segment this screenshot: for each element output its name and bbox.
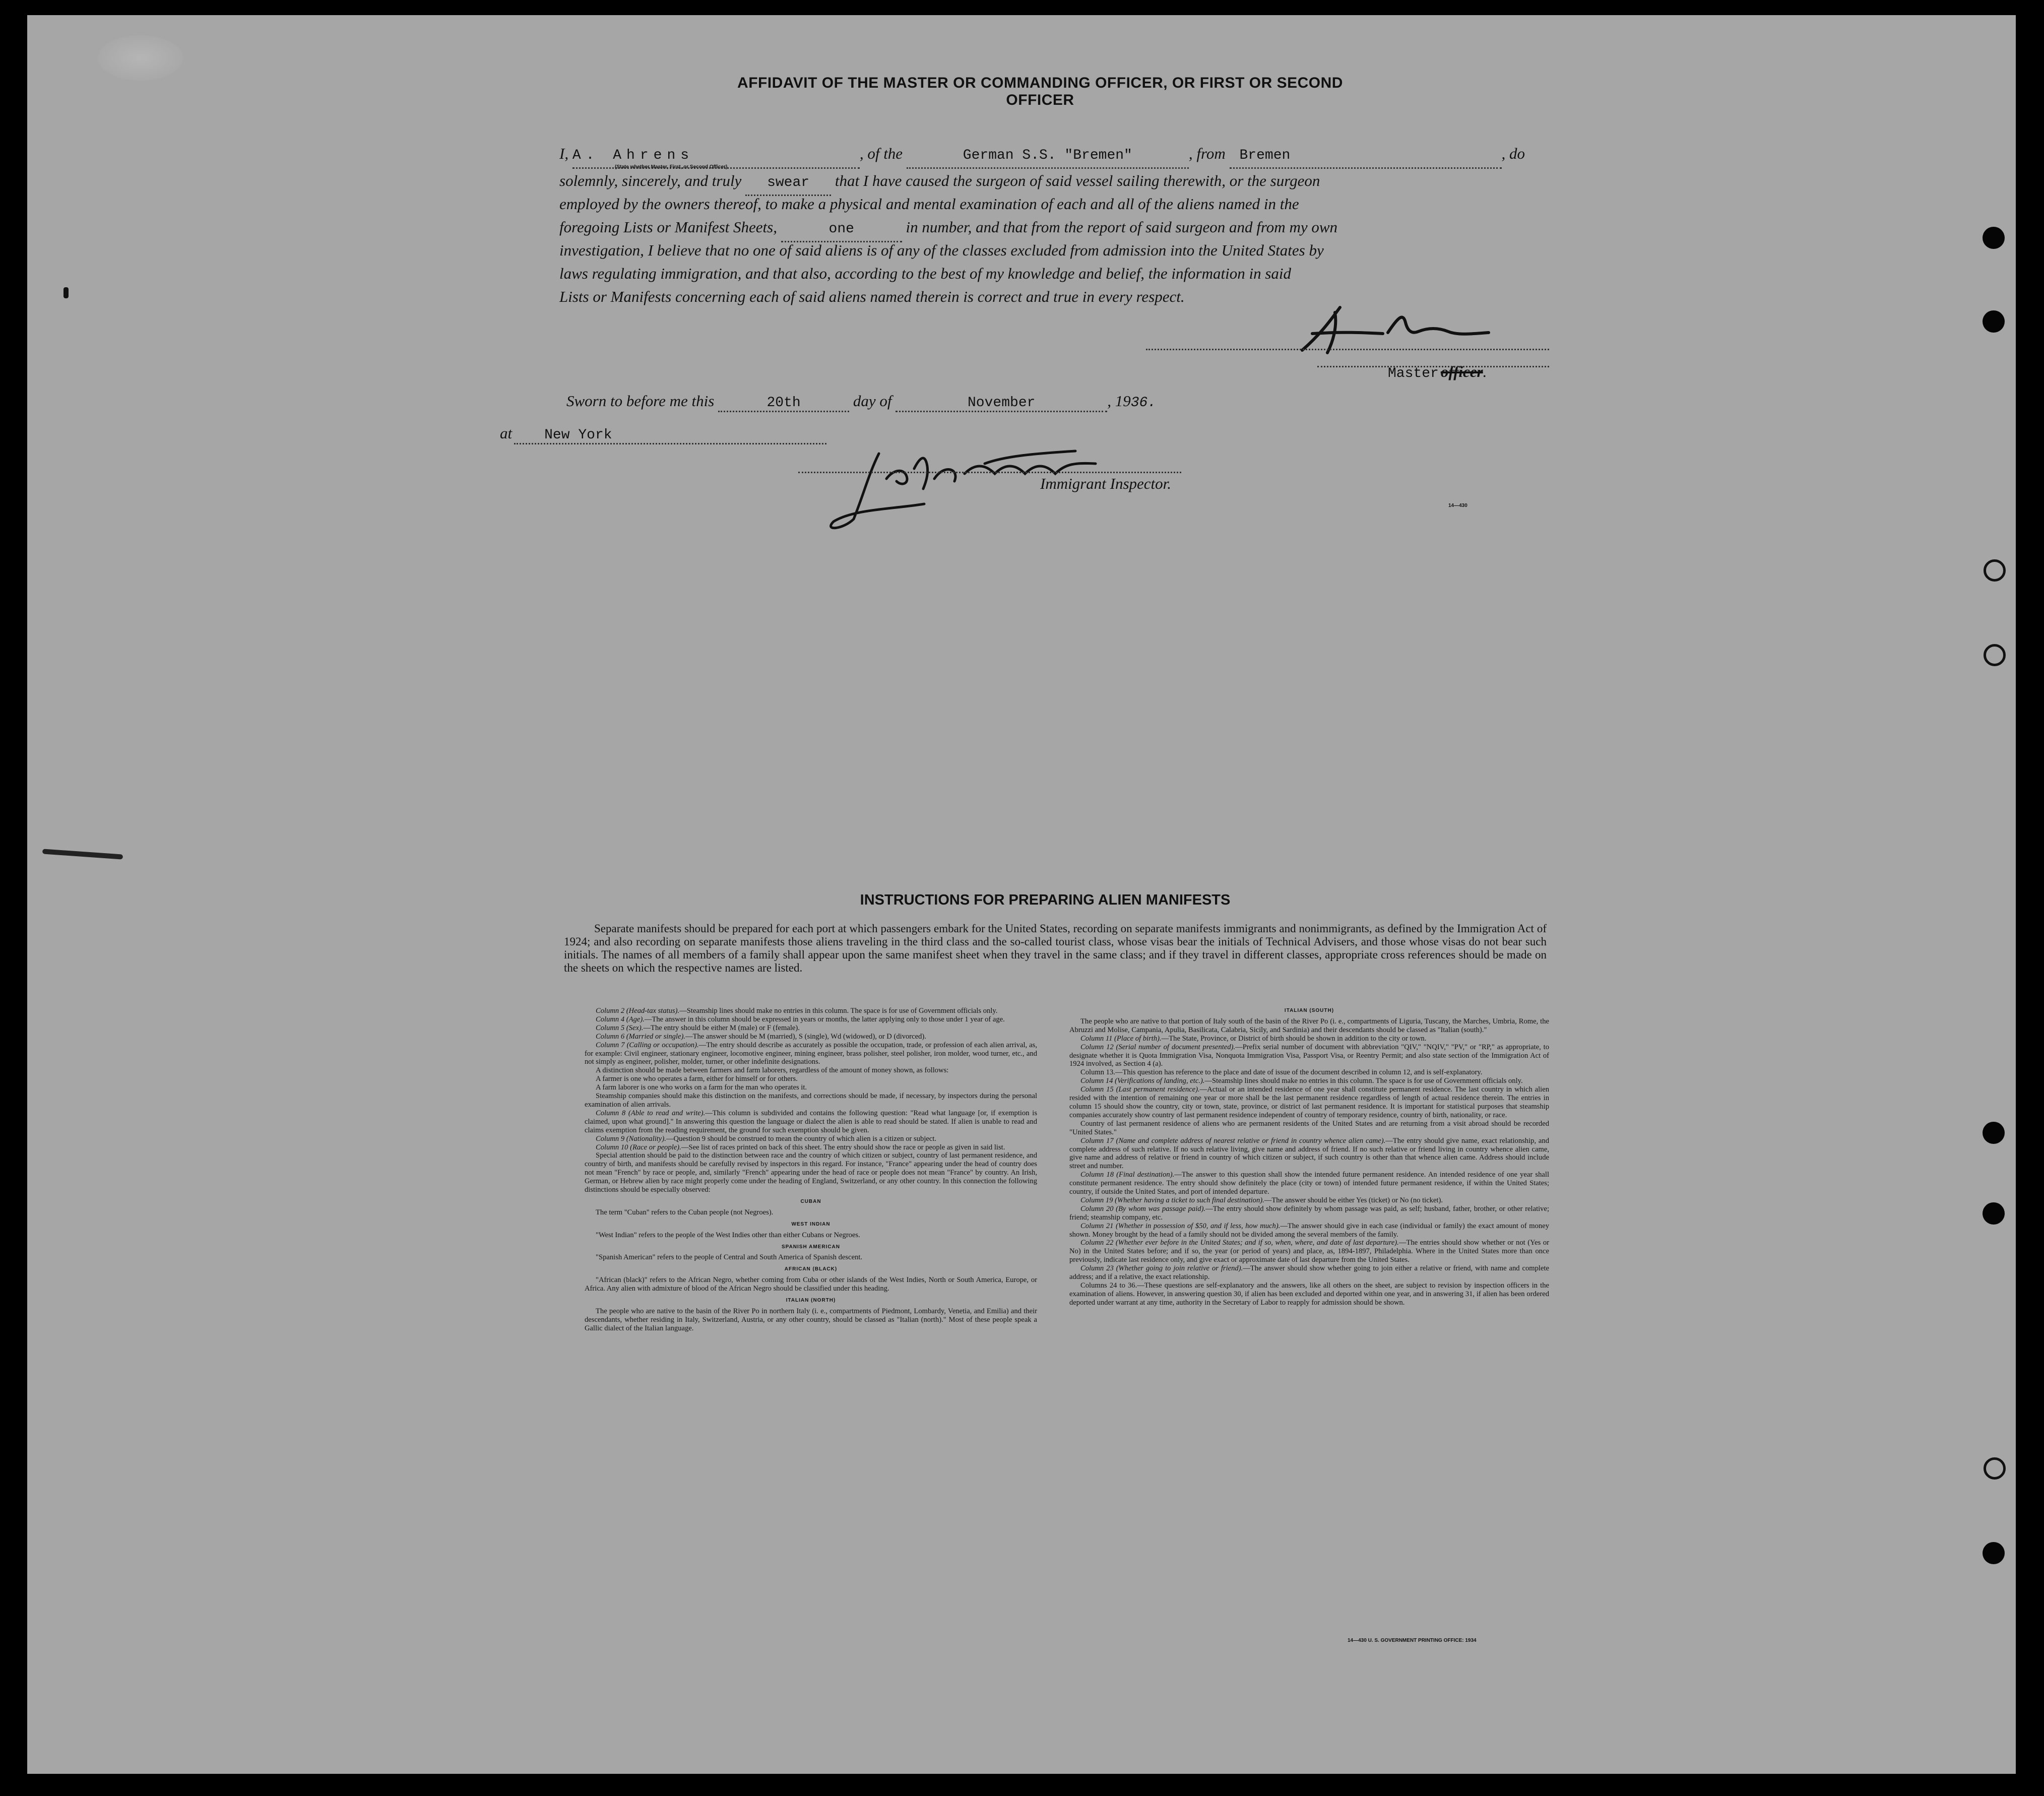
at-line: at New York	[500, 424, 826, 444]
affidavit-line-5: investigation, I believe that no one of said aliens is of any of the classes excluded from admission into the United States by	[559, 241, 1324, 259]
year-field: 36.	[1130, 395, 1157, 411]
instructions-left-column	[585, 1007, 1037, 1333]
col7-paragraph: Column 7 (Calling or occupation).—The entry should describe as accurately as possible the occupation, trade, or profession of each alien arrival, as, for example: Civil engineer, stationary engineer, locomotive engineer, mining engineer, brass polisher, steel polisher, iron molder, wood turner, etc., and not simply as engineer, polisher, molder, turner, or other indefinite designations.	[585, 1041, 1037, 1066]
farmer-paragraph: A farm laborer is one who works on a farm for the man who operates it.	[596, 1083, 807, 1092]
ink-dot	[63, 287, 69, 298]
col21-paragraph: Column 21 (Whether in possession of $50, and if less, how much).—The answer should give in each case (individual or family) the exact amount of money shown. Money brought by the head of a family should not be divided among the several members of the family.	[1069, 1222, 1549, 1239]
spanish-american-paragraph: "Spanish American" refers to the people of Central and South America of Spanish descent.	[596, 1253, 863, 1262]
oath-field: swear	[745, 171, 831, 196]
punch-hole	[1984, 559, 2006, 582]
rank-note: (State whether Master, First, or Second Officer)	[615, 164, 728, 170]
italian-north-heading: ITALIAN (NORTH)	[786, 1298, 836, 1304]
col11-paragraph: Column 11 (Place of birth).—The State, Province, or District of birth should be shown in addition to the city or town.	[1080, 1034, 1427, 1043]
affidavit-line-7: Lists or Manifests concerning each of said aliens named therein is correct and true in every respect.	[559, 288, 1185, 305]
form-number: 14—430	[1448, 503, 1467, 508]
col6-paragraph: Column 6 (Married or single).—The answer should be M (married), S (single), Wd (widowed), or D (divorced).	[596, 1032, 926, 1041]
punch-hole	[1984, 644, 2006, 666]
col24-36-paragraph: Columns 24 to 36.—These questions are self-explanatory and the answers, like all others on the sheet, are subject to revision by inspection officers in the examination of aliens. However, in answering question 30, if alien has been excluded and deported within one year, and in answering 31, if alien has been ordered deported under warrant at any time, authority in the Secretary of Labor to reapply for admission should be shown.	[1069, 1281, 1549, 1307]
affidavit-line-2: solemnly, sincerely, and truly swear that I have caused the surgeon of said vessel sailing therewith, or the surgeon	[559, 169, 1552, 196]
punch-hole	[1983, 1122, 2005, 1144]
punch-hole	[1983, 1202, 2005, 1225]
affidavit-line-6: laws regulating immigration, and that also, according to the best of my knowledge and belief, the information in said	[559, 265, 1292, 282]
african-heading: AFRICAN (BLACK)	[784, 1266, 838, 1272]
embossed-seal	[98, 35, 183, 81]
affidavit-line-1: I, A. Ahrens , of the German S.S. "Bremen" , from Bremen , do	[559, 142, 1552, 169]
affidavit-title: AFFIDAVIT OF THE MASTER OR COMMANDING OFFICER, OR FIRST OR SECOND OFFICER	[737, 75, 1343, 108]
ink-stroke	[42, 849, 123, 859]
col15-paragraph: Column 15 (Last permanent residence).—Actual or an intended residence of one year shall constitute permanent residence. The last country in which alien resided with the intention of remaining one year or more shall be the last permanent residence regardless of length of actual residence therein. The entries in column 15 should show the country, city or town, state, province, or district of last permanent residence. It is important for statistical purposes that steamship companies accurately show country of last permanent residence independent of country of temporary residence, country of birth, nationality, or race.	[1069, 1085, 1549, 1119]
col10-paragraph: Column 10 (Race or people).—See list of races printed on back of this sheet. The entry should show the race or people as given in said list.	[596, 1143, 1005, 1151]
place-field: New York	[514, 427, 826, 444]
day-field: 20th	[718, 395, 849, 412]
farmer-paragraph: A farmer is one who operates a farm, either for himself or for others.	[596, 1075, 798, 1083]
spanish-american-heading: SPANISH AMERICAN	[781, 1244, 840, 1250]
instructions-right-column	[1069, 1007, 1549, 1307]
italian-south-paragraph: The people who are native to that portion of Italy south of the basin of the River Po (i. e., compartments of Liguria, Tuscany, the Marches, Umbria, Rome, the Abruzzi and Molise, Campania, Apulia, Basilicata, Calabria, Sicily, and Sardinia) and their descendants should be classed as "Italian (south)."	[1069, 1017, 1549, 1034]
master-signature-line	[1146, 349, 1549, 350]
special-paragraph: Special attention should be paid to the distinction between race and the country of which citizen or subject, country of last permanent residence, and country of birth, and manifests should be carefully revised by inspectors in this regard. For instance, "France" appearing under the head of country does not mean "French" by race or people, and, similarly "French" appearing under the head of race or people does not mean "France" by country. An Irish, German, or Hebrew alien by race might properly come under the heading of England, Switzerland, or any other country. In this connection the following distinctions should be especially observed:	[585, 1151, 1037, 1194]
col2-paragraph: Column 2 (Head-tax status).—Steamship lines should make no entries in this column. The space is for use of Government officials only.	[596, 1007, 998, 1015]
inspector-label: Immigrant Inspector.	[1040, 475, 1172, 492]
cuban-heading: CUBAN	[800, 1198, 821, 1204]
west-indian-paragraph: "West Indian" refers to the people of the West Indies other than either Cubans or Negroes.	[596, 1231, 860, 1239]
ship-field: German S.S. "Bremen"	[907, 144, 1189, 169]
col22-paragraph: Column 22 (Whether ever before in the United States; and if so, when, where, and date of last departure).—The entries should show whether or not (Yes or No) in the United States before; and if so, the year (or period of years) and place, as, 1894-1897, Philadelphia. Where in the United States more than once previously, indicate last residence only, and give exact or approximate date of last departure from the United States.	[1069, 1239, 1549, 1264]
rank-field: Master officer.	[1388, 363, 1487, 381]
col5-paragraph: Column 5 (Sex).—The entry should be either M (male) or F (female).	[596, 1023, 800, 1032]
affidavit-line-3: employed by the owners thereof, to make a physical and mental examination of each and all of the aliens named in the	[559, 195, 1299, 213]
manifest-sheet	[27, 15, 2016, 1774]
col12-paragraph: Column 12 (Serial number of document presented).—Prefix serial number of document with abbreviation "QIV," "NQIV," "PV," or "RP," as appropriate, to designate whether it is Quota Immigration Visa, Nonquota Immigration Visa, Passport Visa, or Reentry Permit; and also state section of the Immigration Act of 1924 involved, as Section 4 (a).	[1069, 1043, 1549, 1068]
col19-paragraph: Column 19 (Whether having a ticket to such final destination).—The answer should be either Yes (ticket) or No (no ticket).	[1080, 1196, 1443, 1204]
col20-paragraph: Column 20 (By whom was passage paid).—The entry should show definitely by whom passage was paid, as self; husband, father, brother, or other relative; friend; steamship company, etc.	[1069, 1204, 1550, 1222]
printer-imprint: 14—430 U. S. GOVERNMENT PRINTING OFFICE: 1934	[1348, 1638, 1477, 1643]
col4-paragraph: Column 4 (Age).—The answer in this column should be expressed in years or months, the latter applying only to those under 1 year of age.	[596, 1015, 1005, 1023]
col9-paragraph: Column 9 (Nationality).—Question 9 should be construed to mean the country of which alien is a citizen or subject.	[596, 1134, 937, 1143]
rank-line	[1317, 366, 1549, 367]
col13-paragraph: Column 13.—This question has reference to the place and date of issue of the document described in column 12, and is self-explanatory.	[1080, 1068, 1483, 1077]
col23-paragraph: Column 23 (Whether going to join relative or friend).—The answer should show whether going to join either a relative or friend, with name and complete address; and if a relative, the exact relationship.	[1069, 1264, 1549, 1281]
west-indian-heading: WEST INDIAN	[791, 1221, 831, 1227]
col17-paragraph: Column 17 (Name and complete address of nearest relative or friend in country whence alien came).—The entry should give name, exact relationship, and complete address of such relative. If no such relative living, give name and address of friend. If no such relative or friend living in country whence alien came, give name and address of relative or friend in country of which citizen or subject, if such country is other than that whence alien came. Address should include street and number.	[1069, 1136, 1549, 1171]
instructions-intro: Separate manifests should be prepared for each port at which passengers embark for the United States, recording on separate manifests immigrants and nonimmigrants, as defined by the Immigration Act of 1924; and also recording on separate manifests those aliens traveling in the third class and the so-called tourist class, whose visas bear the initials of Technical Advisers, and those whose visas do not bear such initials. The names of all members of a family shall appear upon the same manifest sheet when they travel in the same class; and if they travel in different classes, appropriate cross references should be made on the sheets on which the respective names are listed.	[564, 922, 1547, 974]
italian-south-heading: ITALIAN (SOUTH)	[1284, 1008, 1334, 1013]
month-field: November	[896, 395, 1107, 412]
affidavit-line-4: foregoing Lists or Manifest Sheets, one in number, and that from the report of said surgeon and from my own	[559, 216, 1552, 242]
punch-hole	[1984, 1457, 2006, 1480]
inspector-signature-line	[798, 472, 1181, 473]
master-name-field: A. Ahrens	[572, 144, 860, 169]
col15b-paragraph: Country of last permanent residence of aliens who are permanent residents of the United States and are returning from a visit abroad should be recorded "United States."	[1069, 1119, 1549, 1136]
col18-paragraph: Column 18 (Final destination).—The answer to this question shall show the intended future permanent residence. An intended residence of one year shall constitute permanent residence. The entry should show definitely the place (city or town) of intended future permanent residence, if within the United States; country, if outside the United States, and port of intended departure.	[1069, 1171, 1549, 1196]
african-paragraph: "African (black)" refers to the African Negro, whether coming from Cuba or other islands of the West Indies, North or South America, Europe, or Africa. Any alien with admixture of blood of the African Negro should be classified under this heading.	[585, 1276, 1037, 1293]
punch-hole	[1983, 310, 2005, 333]
port-from-field: Bremen	[1230, 144, 1502, 169]
col14-paragraph: Column 14 (Verifications of landing, etc.).—Steamship lines should make no entries in this column. The space is for use of Government officials only.	[1080, 1077, 1523, 1085]
sworn-line: Sworn to before me this 20th day of November , 1936.	[566, 392, 1156, 412]
farmer-paragraph: Steamship companies should make this distinction on the manifests, and corrections should be made, if necessary, by inspectors during the personal examination of alien arrivals.	[585, 1092, 1037, 1109]
col8-paragraph: Column 8 (Able to read and write).—This column is subdivided and contains the following question: "Read what language [or, if exemption is claimed, upon what ground]." In answering this question the language or dialect the alien is able to read should be stated. If alien is unable to read and claims exemption from the reading requirement, the ground for such exemption should be given.	[585, 1109, 1037, 1134]
sheets-count-field: one	[781, 218, 902, 242]
italian-north-paragraph: The people who are native to the basin of the River Po in northern Italy (i. e., compartments of Piedmont, Lombardy, Venetia, and Emilia) and their descendants, whether residing in Italy, Switzerland, Austria, or any other country, should be classed as "Italian (north)." Most of these people speak a Gallic dialect of the Italian language.	[585, 1307, 1037, 1332]
instructions-title: INSTRUCTIONS FOR PREPARING ALIEN MANIFESTS	[860, 892, 1231, 908]
punch-hole	[1983, 227, 2005, 249]
cuban-paragraph: The term "Cuban" refers to the Cuban people (not Negroes).	[596, 1208, 774, 1216]
punch-hole	[1983, 1542, 2005, 1564]
farmer-paragraph: A distinction should be made between farmers and farm laborers, regardless of the amount of money shown, as follows:	[596, 1066, 949, 1075]
